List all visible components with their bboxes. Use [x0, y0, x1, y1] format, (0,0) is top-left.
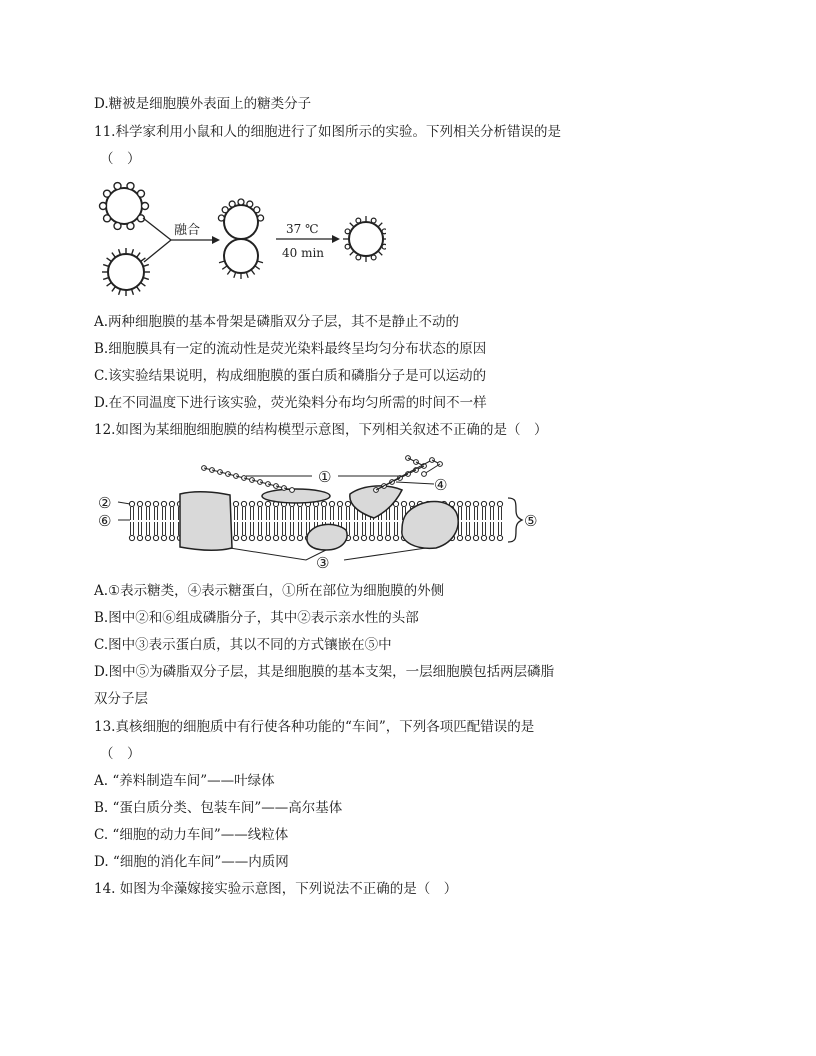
arrow-line-upper: [143, 218, 171, 240]
q12-stem: 12.如图为某细胞细胞膜的结构模型示意图，下列相关叙述不正确的是（ ）: [94, 422, 548, 438]
membrane-model-figure: [96, 450, 551, 572]
q12-option-c: C.图中③表示蛋白质，其以不同的方式镶嵌在⑤中: [94, 637, 392, 653]
fusion-arrowhead: [212, 236, 220, 244]
q11-option-c: C.该实验结果说明，构成细胞膜的蛋白质和磷脂分子是可以运动的: [94, 368, 487, 384]
q11-option-b: B.细胞膜具有一定的流动性是荧光染料最终呈均匀分布状态的原因: [94, 341, 487, 357]
q12-option-b: B.图中②和⑥组成磷脂分子，其中②表示亲水性的头部: [94, 610, 419, 626]
label-2-line: [118, 502, 130, 504]
q11-option-a: A.两种细胞膜的基本骨架是磷脂双分子层，其不是静止不动的: [94, 314, 460, 330]
bilayer-brace: [508, 498, 522, 542]
q12-option-d-continued: 双分子层: [94, 691, 148, 707]
q11-option-d: D.在不同温度下进行该实验，荧光染料分布均匀所需的时间不一样: [94, 395, 487, 411]
label-5: ⑤: [524, 512, 538, 530]
q13-stem: 13.真核细胞的细胞质中有行使各种功能的“车间”，下列各项匹配错误的是: [94, 719, 535, 735]
label-3: ③: [316, 554, 330, 572]
label-3-line-left: [230, 548, 326, 560]
q13-answer-blank: （ ）: [100, 746, 141, 762]
q13-option-b: B. “蛋白质分类、包装车间”——高尔基体: [94, 800, 343, 816]
channel-protein: [180, 492, 232, 550]
incubation-arrowhead: [332, 235, 340, 243]
fusion-label: 融合: [174, 223, 201, 238]
cell-fusion-figure: [96, 178, 386, 300]
q10-option-d: D.糖被是细胞膜外表面上的糖类分子: [94, 96, 312, 112]
label-6: ⑥: [98, 512, 112, 530]
q13-option-d: D. “细胞的消化车间”——内质网: [94, 854, 289, 870]
inner-protein-small: [307, 524, 347, 550]
arrow-line-lower: [144, 240, 171, 262]
q11-stem: 11.科学家利用小鼠和人的细胞进行了如图所示的实验。下列相关分析错误的是: [94, 124, 561, 140]
mouse-cell: [100, 183, 149, 230]
label-1: ①: [318, 468, 332, 486]
temperature-label: 37 ℃: [286, 222, 319, 236]
time-label: 40 min: [282, 246, 325, 260]
q11-answer-blank: （ ）: [100, 151, 141, 167]
label-4: ④: [434, 476, 448, 494]
label-3-line-right: [344, 548, 426, 560]
q12-option-a: A.①表示糖类，④表示糖蛋白，①所在部位为细胞膜的外侧: [94, 583, 445, 599]
human-cell: [102, 248, 150, 296]
surface-protein: [262, 489, 330, 503]
hybrid-cell: [218, 199, 263, 279]
q13-option-c: C. “细胞的动力车间”——线粒体: [94, 827, 289, 843]
label-2: ②: [98, 494, 112, 512]
q13-option-a: A. “养料制造车间”——叶绿体: [94, 773, 275, 789]
mixed-cell: [343, 216, 386, 262]
q12-option-d: D.图中⑤为磷脂双分子层，其是细胞膜的基本支架，一层细胞膜包括两层磷脂: [94, 664, 555, 680]
label-4-line: [396, 482, 434, 484]
q14-stem: 14. 如图为伞藻嫁接实验示意图，下列说法不正确的是（ ）: [94, 881, 458, 897]
